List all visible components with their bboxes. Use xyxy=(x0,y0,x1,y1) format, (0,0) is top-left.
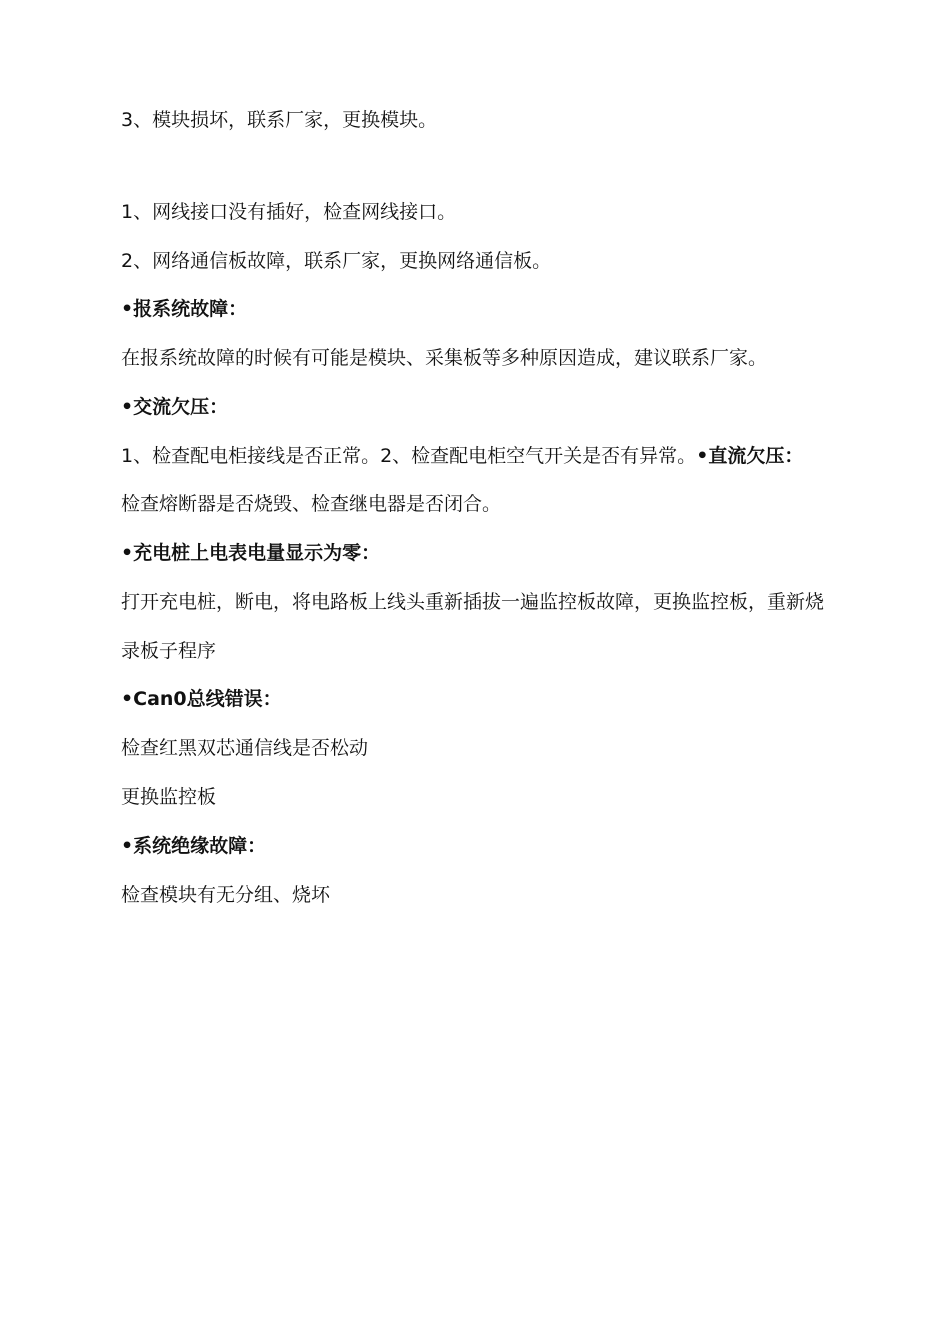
section-heading: •充电桩上电表电量显示为零： xyxy=(121,542,381,564)
text-line: 1、网线接口没有插好，检查网线接口。 xyxy=(121,201,457,223)
section-heading: •报系统故障： xyxy=(121,298,248,320)
section-heading: •系统绝缘故障： xyxy=(121,835,267,857)
text-line: 更换监控板 xyxy=(121,786,217,808)
text-line: 打开充电桩，断电，将电路板上线头重新插拔一遍监控板故障，更换监控板，重新烧 xyxy=(121,591,825,613)
text-line: 在报系统故障的时候有可能是模块、采集板等多种原因造成，建议联系厂家。 xyxy=(121,347,768,369)
text-line: 2、网络通信板故障，联系厂家，更换网络通信板。 xyxy=(121,250,552,272)
text-line: 检查模块有无分组、烧坏 xyxy=(121,884,331,906)
text-run: 1、检查配电柜接线是否正常。2、检查配电柜空气开关是否有异常。 xyxy=(121,445,697,467)
section-heading: •Can0总线错误： xyxy=(121,688,282,710)
section-heading: •直流欠压： xyxy=(696,445,804,467)
section-heading: •交流欠压： xyxy=(121,396,229,418)
text-line: 录板子程序 xyxy=(121,640,217,662)
text-line: 3、模块损坏，联系厂家，更换模块。 xyxy=(121,109,438,131)
text-line: 检查红黑双芯通信线是否松动 xyxy=(121,737,369,759)
text-line: 检查熔断器是否烧毁、检查继电器是否闭合。 xyxy=(121,493,502,515)
text-line xyxy=(121,447,803,466)
